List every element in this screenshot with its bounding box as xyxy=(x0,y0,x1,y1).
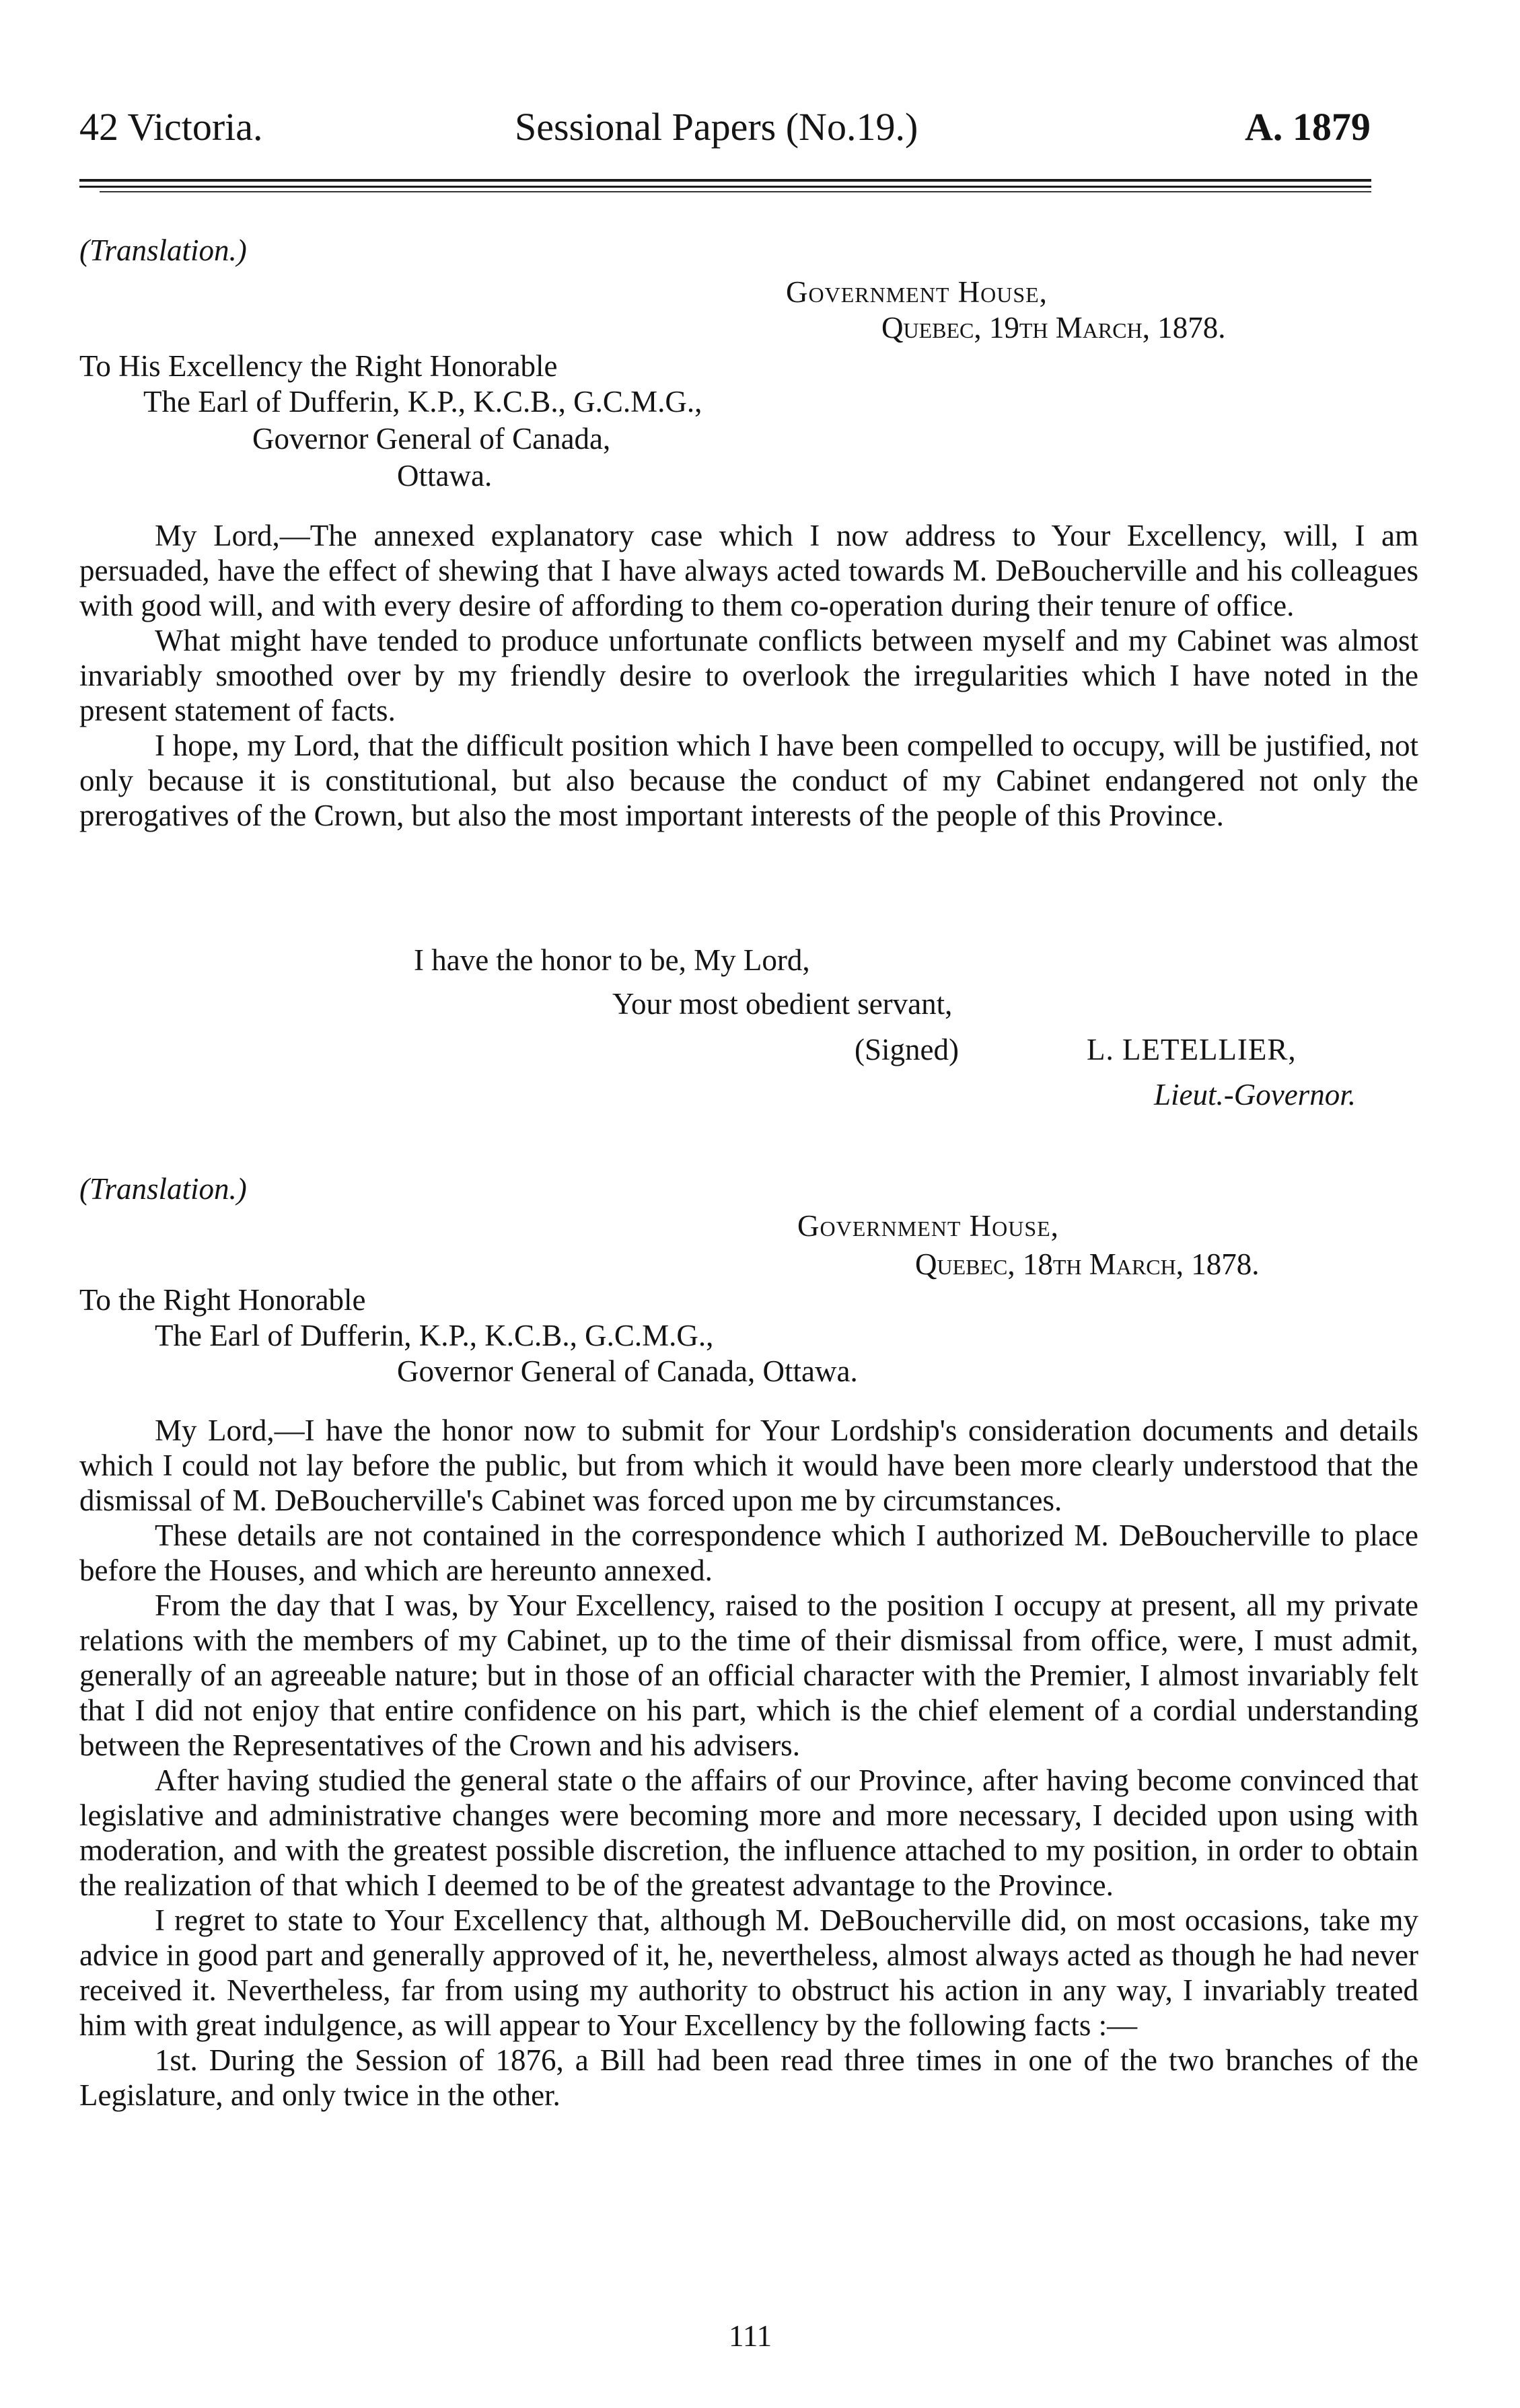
paragraph: My Lord,—The annexed explanatory case which I now address to Your Excellency, will, I am persuaded, have the effect of shewing that I have always acted towards M. DeBoucherville and his colleagues with good will, and with every desire of affording to them co-operation during their tenure of office. xyxy=(79,519,1418,622)
closing: I have the honor to be, My Lord, xyxy=(414,943,810,977)
translation-note: (Translation.) xyxy=(79,233,247,267)
address-line: Ottawa. xyxy=(397,459,493,492)
closing: Your most obedient servant, xyxy=(612,987,953,1021)
address-line: The Earl of Dufferin, K.P., K.C.B., G.C.M.G., xyxy=(155,1319,714,1352)
header-rule xyxy=(79,176,1371,196)
letter-body xyxy=(79,518,1418,833)
address-line: To His Excellency the Right Honorable xyxy=(79,349,558,383)
page-number: 111 xyxy=(729,2319,772,2353)
paragraph: I hope, my Lord, that the difficult position which I have been compelled to occupy, will be justified, not only because it is constitutional, but also because the conduct of my Cabinet endangered not only the prerogatives of the Crown, but also the most important interests of the people of this Province. xyxy=(79,729,1418,832)
letter-place-date: Quebec, 18th March, 1878. xyxy=(915,1247,1260,1281)
paragraph: My Lord,—I have the honor now to submit for Your Lordship's consideration documents and details which I could not lay before the public, but from which it would have been more clearly understood that the dismissal of M. DeBoucherville's Cabinet was forced upon me by circumstances. xyxy=(79,1414,1418,1517)
signed-label: (Signed) xyxy=(855,1033,959,1066)
letter-body xyxy=(79,1413,1418,2113)
header-year: A. 1879 xyxy=(1245,105,1371,149)
header-volume: 42 Victoria. xyxy=(79,105,263,149)
letter-house: Government House, xyxy=(786,275,1048,309)
paragraph: These details are not contained in the correspondence which I authorized M. DeBoucherville to place before the Houses, and which are hereunto annexed. xyxy=(79,1519,1418,1587)
letter-place-date: Quebec, 19th March, 1878. xyxy=(881,311,1226,344)
address-line: Governor General of Canada, xyxy=(252,422,611,455)
address-line: The Earl of Dufferin, K.P., K.C.B., G.C.M.G., xyxy=(143,385,702,418)
paragraph: From the day that I was, by Your Excellency, raised to the position I occupy at present, all my private relations with the members of my Cabinet, up to the time of their dismissal from office, were, I must admit, generally of an agreeable nature; but in those of an official character with the Premier, I almost invariably felt that I did not enjoy that entire confidence on his part, which is the chief element of a cordial understanding between the Representatives of the Crown and his advisers. xyxy=(79,1589,1418,1762)
header-sessional-papers: Sessional Papers (No.19.) xyxy=(515,105,918,149)
signatory-title: Lieut.-Governor. xyxy=(1154,1078,1356,1111)
signatory: L. LETELLIER, xyxy=(1087,1033,1297,1066)
address-line: To the Right Honorable xyxy=(79,1283,366,1317)
paragraph: What might have tended to produce unfortunate conflicts between myself and my Cabinet was almost invariably smoothed over by my friendly desire to overlook the irregularities which I have noted in the present statement of facts. xyxy=(79,624,1418,727)
translation-note: (Translation.) xyxy=(79,1172,247,1206)
paragraph: After having studied the general state o the affairs of our Province, after having become convinced that legislative and administrative changes were becoming more and more necessary, I decided upon using with moderation, and with the greatest possible discretion, the influence attached to my position, in order to obtain the realization of that which I deemed to be of the greatest advantage to the Province. xyxy=(79,1763,1418,1902)
paragraph: 1st. During the Session of 1876, a Bill had been read three times in one of the two branches of the Legislature, and only twice in the other. xyxy=(79,2043,1418,2112)
address-line: Governor General of Canada, Ottawa. xyxy=(397,1354,858,1388)
paragraph: I regret to state to Your Excellency that, although M. DeBoucherville did, on most occasions, take my advice in good part and generally approved of it, he, nevertheless, almost always acted as though he had never received it. Nevertheless, far from using my authority to obstruct his action in any way, I invariably treated him with great indulgence, as will appear to Your Excellency by the following facts :— xyxy=(79,1903,1418,2042)
letter-house: Government House, xyxy=(797,1209,1059,1243)
